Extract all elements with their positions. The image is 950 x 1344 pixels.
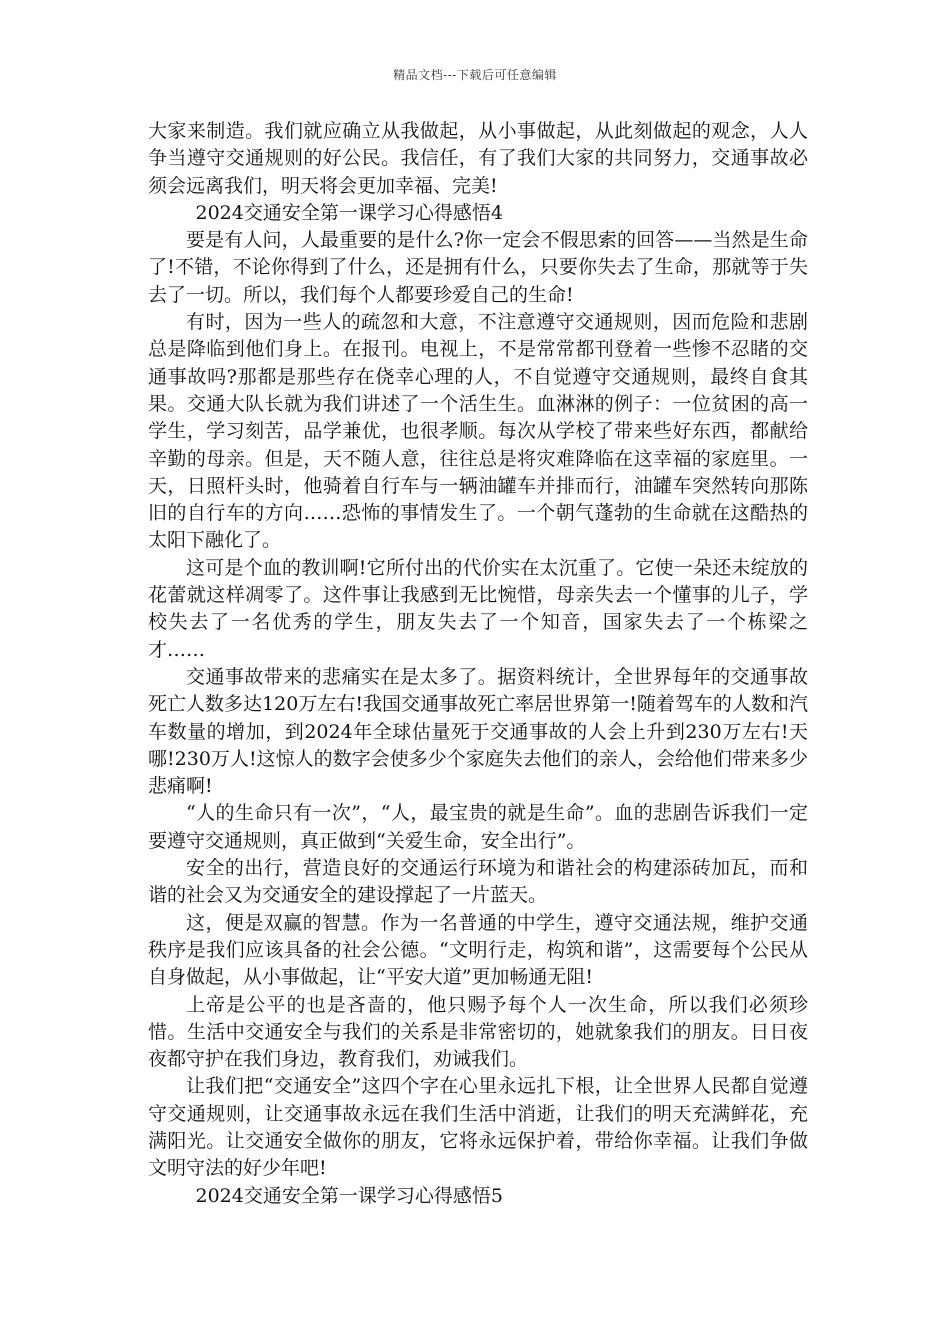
paragraph: 让我们把“交通安全”这四个字在心里永远扎下根，让全世界人民都自觉遵守交通规则，让交通事故永远在我们生活中消逝，让我们的明天充满鲜花，充满阳光。让交通安全做你的朋友，它将永远保护着，带给你幸福。让我们争做文明守法的好少年吧! bbox=[148, 1075, 808, 1180]
paragraph-continued: 大家来制造。我们就应确立从我做起，从小事做起，从此刻做起的观念，人人争当遵守交通规则的好公民。我信任，有了我们大家的共同努力，交通事故必须会远离我们，明天将会更加幸福、完美! bbox=[148, 120, 808, 197]
section-heading-5: 2024交通安全第一课学习心得感悟5 bbox=[195, 1184, 503, 1207]
paragraph: 安全的出行，营造良好的交通运行环境为和谐社会的构建添砖加瓦，而和谐的社会又为交通安全的建设撑起了一片蓝天。 bbox=[148, 857, 808, 907]
paragraph: 这可是个血的教训啊!它所付出的代价实在太沉重了。它使一朵还未绽放的花蕾就这样凋零了。这件事让我感到无比惋惜，母亲失去一个懂事的儿子，学校失去了一名优秀的学生，朋友失去了一个知音，国家失去了一个栋梁之才…… bbox=[148, 556, 808, 661]
page-header: 精品文档---下载后可任意编辑 bbox=[393, 68, 557, 82]
paragraph: 要是有人问，人最重要的是什么?你一定会不假思索的回答——当然是生命了!不错，不论你得到了什么，还是拥有什么，只要你失去了生命，那就等于失去了一切。所以，我们每个人都要珍爱自己的生命! bbox=[148, 229, 808, 306]
paragraph: 有时，因为一些人的疏忽和大意，不注意遵守交通规则，因而危险和悲剧总是降临到他们身上。在报刊。电视上，不是常常都刊登着一些惨不忍睹的交通事故吗?那都是那些存在侥幸心理的人，不自觉遵守交通规则，最终自食其果。交通大队长就为我们讲述了一个活生生。血淋淋的例子：一位贫困的高一学生，学习刻苦，品学兼优，也很孝顺。每次从学校了带来些好东西，都献给辛勤的母亲。但是，天不随人意，往往总是将灾难降临在这幸福的家庭里。一天，日照杆头时，他骑着自行车与一辆油罐车并排而行，油罐车突然转向那陈旧的自行车的方向……恐怖的事情发生了。一个朝气蓬勃的生命就在这酷热的太阳下融化了。 bbox=[148, 311, 808, 552]
section-heading-4: 2024交通安全第一课学习心得感悟4 bbox=[195, 201, 503, 224]
paragraph: 这，便是双赢的智慧。作为一名普通的中学生，遵守交通法规，维护交通秩序是我们应该具备的社会公德。“文明行走，构筑和谐”，这需要每个公民从自身做起，从小事做起，让“平安大道”更加畅通无阻! bbox=[148, 911, 808, 989]
paragraph: “人的生命只有一次”，“人，最宝贵的就是生命”。血的悲剧告诉我们一定要遵守交通规则，真正做到“关爱生命，安全出行”。 bbox=[148, 802, 808, 852]
paragraph: 交通事故带来的悲痛实在是太多了。据资料统计，全世界每年的交通事故死亡人数多达120万左右!我国交通事故死亡率居世界第一!随着驾车的人数和汽车数量的增加，到2024年全球估量死于交通事故的人会上升到230万左右!天哪!230万人!这惊人的数字会使多少个家庭失去他们的亲人，会给他们带来多少悲痛啊! bbox=[148, 665, 808, 798]
document-body bbox=[148, 118, 808, 1210]
paragraph: 上帝是公平的也是吝啬的，他只赐予每个人一次生命，所以我们必须珍惜。生活中交通安全与我们的关系是非常密切的，她就象我们的朋友。日日夜夜都守护在我们身边，教育我们，劝诫我们。 bbox=[148, 993, 808, 1071]
